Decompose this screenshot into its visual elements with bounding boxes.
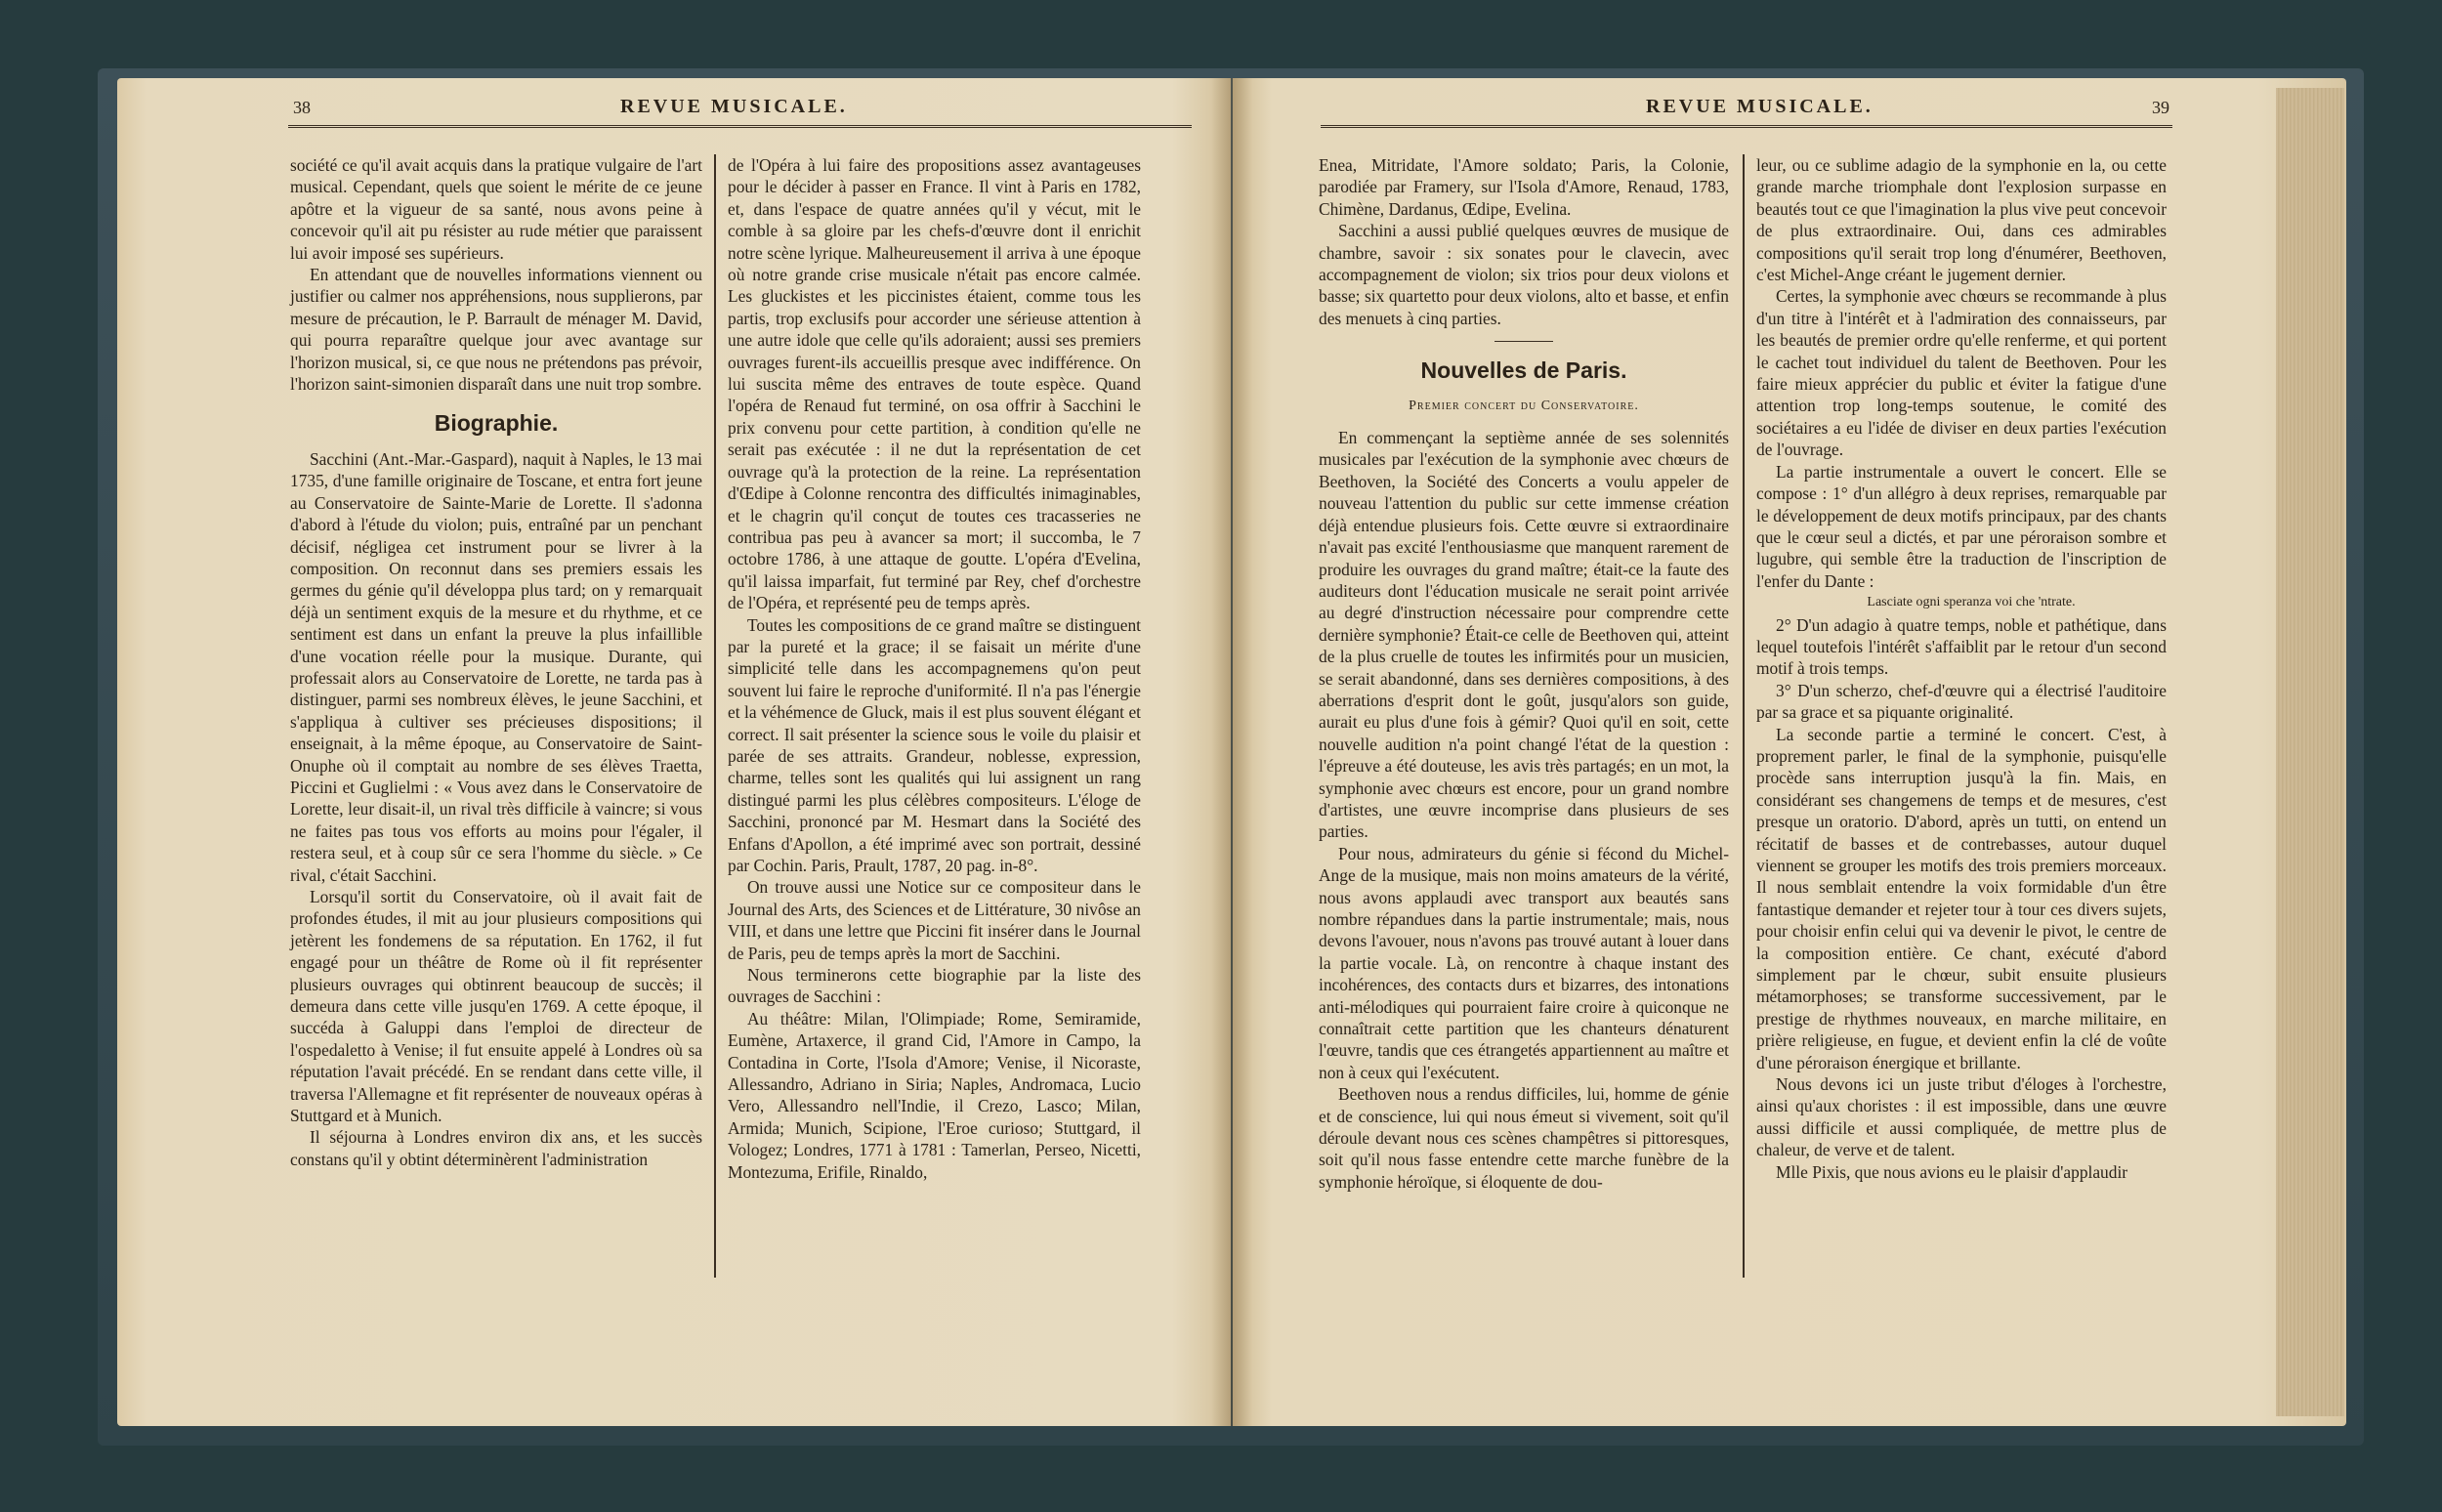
paragraph: société ce qu'il avait acquis dans la pratique vulgaire de l'art musical. Cependant, quels que soient le mérite de ce jeune apôtre et la vigueur de sa santé, nous avons peine à concevoir qu'il ait pu résister au rude métier que paraissent lui avoir imposé ses supérieurs. (290, 155, 702, 263)
paragraph: Enea, Mitridate, l'Amore soldato; Paris, la Colonie, parodiée par Framery, sur l'Isola d'Amore, Renaud, 1783, Chimène, Dardanus, Œdipe, Evelina. (1319, 155, 1729, 219)
section-heading: Nouvelles de Paris. (1420, 357, 1627, 384)
paragraph: En commençant la septième année de ses solennités musicales par l'exécution de la symphonie avec chœurs de Beethoven, la Société des Concerts a voulu appeler de nouveau l'attention du public sur cette immense création déjà entendue plusieurs fois. Cette œuvre si extraordinaire n'avait pas excité l'enthousiasme que manquent rarement de produire les ouvrages du grand maître; était-ce la faute des auditeurs dont l'éducation musicale ne serait point arrivée au degré d'instruction nécessaire pour comprendre cette dernière symphonie? Était-ce celle de Beethoven qui, atteint de la plus cruelle de toutes les infirmités pour un musicien, se serait abandonné, dans ses dernières compositions, à des aberrations d'esprit dont le goût, jusqu'alors son guide, aurait eu plus d'une fois à gémir? Quoi qu'il en soit, cette nouvelle audition n'a point changé l'état de la question : l'épreuve a été douteuse, les avis très partagés; en un mot, la symphonie avec chœurs est encore, pour un grand nombre d'artistes, une œuvre incomprise dans plusieurs de ses parties. (1319, 428, 1729, 842)
paragraph: leur, ou ce sublime adagio de la symphonie en la, ou cette grande marche triomphale dont l'explosion surpasse en beautés tout ce que l'imagination la plus vive peut concevoir de plus extraordinaire. Oui, dans ces admirables compositions qu'il serait trop long d'énumérer, Beethoven, c'est Michel-Ange créant le jugement dernier. (1756, 155, 2167, 285)
page-edges (2276, 88, 2344, 1416)
section-subheading: Premier concert du Conservatoire. (1409, 398, 1639, 413)
paragraph: Il séjourna à Londres environ dix ans, et les succès constans qu'il y obtint déterminèrent l'administration (290, 1127, 702, 1169)
right-column-divider (1743, 154, 1745, 1278)
paragraph: Sacchini a aussi publié quelques œuvres de musique de chambre, savoir : six sonates pour le clavecin, avec accompagnement de violon; six trios pour deux violons et basse; six quartetto pour deux violons, alto et basse, et enfin des menuets à cinq parties. (1319, 221, 1729, 328)
paragraph: Lorsqu'il sortit du Conservatoire, où il avait fait de profondes études, il mit au jour plusieurs compositions qui jetèrent les fondemens de sa réputation. En 1762, il fut engagé pour un théâtre de Rome où il fit représenter plusieurs ouvrages qui obtinrent beaucoup de succès; il demeura dans cette ville jusqu'en 1769. A cette époque, il succéda à Galuppi dans l'emploi de directeur de l'ospedaletto à Venise; il fut ensuite appelé à Londres où sa réputation l'avait précédé. En se rendant dans cette ville, il traversa l'Allemagne et fit représenter de nouveaux opéras à Stuttgard et à Munich. (290, 887, 702, 1126)
paragraph: Mlle Pixis, que nous avions eu le plaisir d'applaudir (1776, 1161, 2128, 1182)
left-column-2 (728, 154, 1141, 1183)
paragraph: En attendant que de nouvelles informations viennent ou justifier ou calmer nos appréhensions, nous supplierons, par mesure de précaution, le P. Barrault de ménager M. David, qui pourra reparaître quelque jour avec avantage sur l'horizon musical, si, ce que nous ne prétendons pas prévoir, l'horizon saint-simonien disparaît dans une nuit trop sombre. (290, 265, 702, 395)
paragraph: de l'Opéra à lui faire des propositions assez avantageuses pour le décider à passer en France. Il vint à Paris en 1782, et, dans l'espace de quatre années qu'il y vécut, mit le comble à sa gloire par les chefs-d'œuvre dont il enrichit notre scène lyrique. Malheureusement il arriva à une époque où notre grande crise musicale n'était pas encore calmée. Les gluckistes et les piccinistes étaient, comme tous les partis, trop exclusifs pour accorder une sérieuse attention à une autre idole que celle qu'ils adoraient; aussi ses premiers ouvrages furent-ils accueillis presque avec indifférence. On lui suscita même des entraves de toute espèce. Quand l'opéra de Renaud fut terminé, on osa offrir à Sacchini le prix convenu pour cette partition, à condition qu'elle ne serait pas exécutée : il ne dut la représentation de cet ouvrage qu'à la protection de la reine. La représentation d'Œdipe à Colonne rencontra des difficultés inimaginables, et le chagrin qu'il conçut de toutes ces tracasseries ne contribua pas peu à avancer sa mort; il succomba, le 7 octobre 1786, à une attaque de goutte. L'opéra d'Evelina, qu'il laissa imparfait, fut terminé par Rey, chef d'orchestre de l'Opéra, et représenté peu de temps après. (728, 155, 1141, 613)
paragraph: Sacchini (Ant.-Mar.-Gaspard), naquit à Naples, le 13 mai 1735, d'une famille originaire de Toscane, et entra fort jeune au Conservatoire de Sainte-Marie de Lorette. Il s'adonna d'abord à l'étude du violon; puis, entraîné par un penchant décisif, négligea cet instrument pour se livrer à la composition. On reconnut dans ses premiers essais les germes du génie qu'il développa plus tard; on y remarquait déjà un sentiment exquis de la mesure et du rhythme, et ce sentiment est dans un enfant la preuve la plus infaillible d'une vocation réelle pour la musique. Durante, qui professait alors au Conservatoire de Lorette, ne tarda pas à distinguer, parmi ses nombreux élèves, le jeune Sacchini, et s'appliqua à cultiver ses précieuses dispositions; il enseignait, à la même époque, au Conservatoire de Saint-Onuphe où il comptait au nombre de ses élèves Traetta, Piccini et Guglielmi : « Vous avez dans le Conservatoire de Lorette, leur disait-il, un rival très difficile à vaincre; si vous ne faites pas tous vos efforts au moins pour l'égaler, il restera seul, et à coup sûr ce sera l'homme du siècle. » Ce rival, c'était Sacchini. (290, 448, 702, 885)
right-page-number: 39 (2152, 98, 2169, 117)
section-heading: Biographie. (434, 410, 559, 437)
paragraph: La seconde partie a terminé le concert. C'est, à proprement parler, le final de la symphonie, puisqu'elle procède sans interruption jusqu'à la fin. Mais, en considérant ses changemens de temps et de mesures, c'est presque un oratorio. D'abord, après un tutti, on entend un récitatif de basses et de contrebasses, autour duquel viennent se grouper les motifs des trois premiers morceaux. Il nous semblait entendre la voix formidable d'un être fantastique demander et rejeter tour à tour ces divers sujets, pour choisir enfin celui qui va devenir le pivot, le centre de la composition entière. Ce chant, exécuté d'abord simplement par le chœur, subit ensuite plusieurs métamorphoses; se transforme successivement, par le prestige de rhythmes nouveaux, en marche militaire, en prière religieuse, en fugue, et devient enfin la clé de voûte d'une péroraison énergique et brillante. (1756, 724, 2167, 1072)
right-column-2 (1756, 154, 2167, 1183)
left-header-rule (288, 125, 1192, 128)
paragraph: 3° D'un scherzo, chef-d'œuvre qui a électrisé l'auditoire par sa grace et sa piquante originalité. (1756, 680, 2167, 723)
quotation: Lasciate ogni speranza voi che 'ntrate. (1867, 595, 2076, 610)
paragraph: Nous devons ici un juste tribut d'éloges à l'orchestre, ainsi qu'aux choristes : il est impossible, dans une œuvre aussi difficile et aussi compliquée, de mettre plus de chaleur, de verve et de talent. (1756, 1074, 2167, 1160)
paragraph: La partie instrumentale a ouvert le concert. Elle se compose : 1° d'un allégro à deux reprises, remarquable par le développement de deux motifs principaux, par des chants que le cœur seul a dictés, et par une péroraison sombre et lugubre, qui semble être la traduction de l'inscription de l'enfer du Dante : (1756, 461, 2167, 591)
book-gutter (1211, 78, 1252, 1426)
paragraph: Au théâtre: Milan, l'Olimpiade; Rome, Semiramide, Eumène, Artaxerce, il grand Cid, l'Amore in Campo, la Contadina in Corte, l'Isola d'Amore; Venise, il Nicoraste, Allessandro, Adriano in Siria; Naples, Andromaca, Lucio Vero, Allessandro nell'Indie, il Crezo, Lasco; Milan, Armida; Munich, Scipione, l'Eroe curioso; Stuttgard, il Vologez; Londres, 1771 à 1781 : Tamerlan, Perseo, Nicetti, Montezuma, Erifile, Rinaldo, (728, 1008, 1141, 1182)
right-column-1 (1319, 154, 1729, 1193)
left-column-1 (290, 154, 702, 1170)
right-page-header: REVUE MUSICALE. (1646, 96, 1874, 117)
paragraph: On trouve aussi une Notice sur ce compositeur dans le Journal des Arts, des Sciences et de Littérature, 30 nivôse an VIII, et dans une lettre que Piccini fit insérer dans le Journal de Paris, peu de temps après la mort de Sacchini. (728, 877, 1141, 963)
paragraph: Certes, la symphonie avec chœurs se recommande à plus d'un titre à l'intérêt et à l'admiration des connaisseurs, par les beautés de premier ordre qu'elle renferme, et qui portent le cachet tout individuel du talent de Beethoven. Pour les faire mieux apprécier du public et éviter la fatigue d'une attention trop long-temps soutenue, le comité des sociétaires a eu l'idée de diviser en deux parties l'exécution de l'ouvrage. (1756, 286, 2167, 460)
paragraph: Toutes les compositions de ce grand maître se distinguent par la pureté et la grace; il se faisait un mérite d'une simplicité telle dans les accompagnemens qu'on peut souvent lui faire le reproche d'uniformité. Il n'a pas l'énergie et la véhémence de Gluck, mais il est plus souvent élégant et correct. Il sait présenter la science sous le voile du plaisir et parée de ses attraits. Grandeur, noblesse, expression, charme, telles sont les qualités qui lui assignent un rang distingué parmi les plus célèbres compositeurs. L'éloge de Sacchini, prononcé par M. Hesmart dans la Société des Enfans d'Apollon, a été imprimé avec son portrait, dessiné par Cochin. Paris, Prault, 1787, 20 pag. in-8°. (728, 614, 1141, 875)
separator (1495, 341, 1553, 342)
paragraph: 2° D'un adagio à quatre temps, noble et pathétique, dans lequel toutefois l'intérêt s'affaiblit par le retour d'un second motif à trois temps. (1756, 614, 2167, 679)
paragraph: Pour nous, admirateurs du génie si fécond du Michel-Ange de la musique, mais non moins amateurs de la vérité, nous avons applaudi avec transport aux beautés sans nombre répandues dans la partie instrumentale; mais, nous devons l'avouer, nous n'avons pas trouvé autant à louer dans la partie vocale. Là, on rencontre à chaque instant des incohérences, des contacts durs et bizarres, des intonations anti-mélodiques qui pourraient faire croire à quiconque ne connaîtrait cette partition que les chanteurs dénaturent l'œuvre, tandis que ces étrangetés appartiennent au maître et non à ceux qui l'exécutent. (1319, 843, 1729, 1082)
paragraph: Nous terminerons cette biographie par la liste des ouvrages de Sacchini : (728, 965, 1141, 1007)
left-page-number: 38 (293, 98, 311, 117)
paragraph: Beethoven nous a rendus difficiles, lui, homme de génie et de conscience, lui qui nous émeut si vivement, soit qu'il déroule devant nous ces scènes champêtres si pittoresques, soit qu'il nous fasse entendre cette marche funèbre de la symphonie héroïque, si éloquente de dou- (1319, 1084, 1729, 1192)
left-page-header: REVUE MUSICALE. (620, 96, 848, 117)
right-header-rule (1321, 125, 2172, 128)
left-column-divider (714, 154, 716, 1278)
